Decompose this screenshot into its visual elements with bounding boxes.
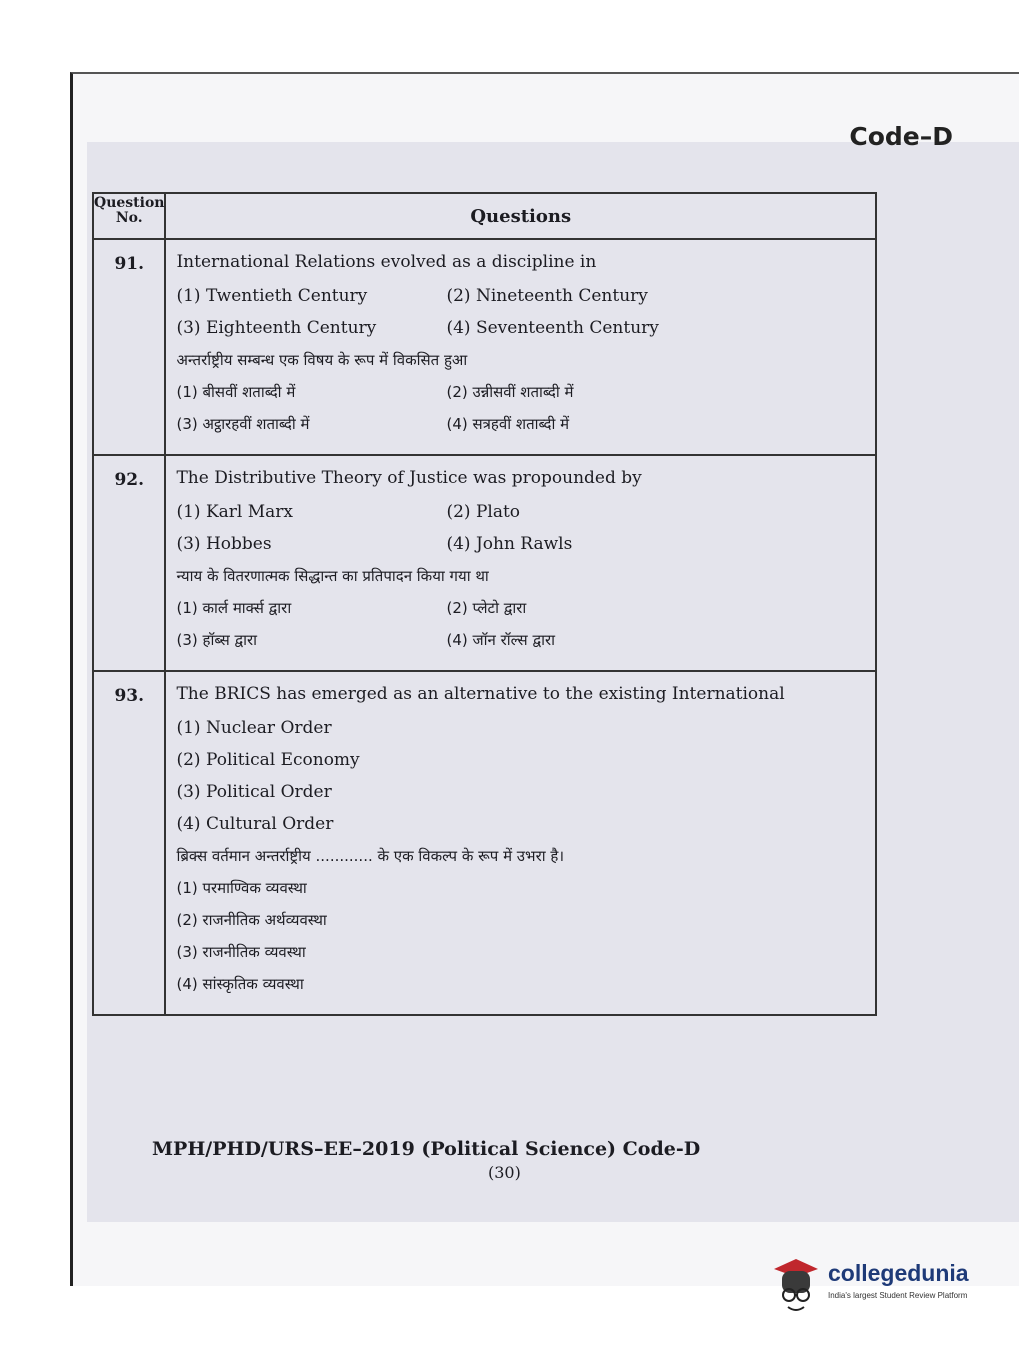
option-row [176, 534, 867, 554]
page-number: (30) [488, 1163, 521, 1182]
hindi-option: (3) राजनीतिक व्यवस्था [176, 943, 306, 961]
hindi-option: (3) अट्ठारहवीं शताब्दी में [176, 415, 310, 433]
hindi-option: (1) परमाण्विक व्यवस्था [176, 879, 307, 897]
hindi-stem: अन्तर्राष्ट्रीय सम्बन्ध एक विषय के रूप में विकसित हुआ [176, 351, 468, 369]
option: (3) Hobbes [176, 534, 272, 554]
collegedunia-logo [770, 1255, 1000, 1325]
option: (2) Plato [446, 502, 521, 522]
question-row [93, 455, 876, 671]
hindi-option: (3) हॉब्स द्वारा [176, 631, 258, 649]
hindi-option-row [176, 598, 867, 618]
hindi-option: (1) बीसवीं शताब्दी में [176, 383, 296, 401]
option-row [176, 286, 867, 306]
option-row [176, 502, 867, 522]
hindi-option: (4) सत्रहवीं शताब्दी में [446, 415, 570, 433]
question-stem: The Distributive Theory of Justice was propounded by [176, 468, 642, 488]
option: (4) John Rawls [446, 534, 573, 554]
question-number: 91. [93, 239, 165, 455]
question-number: 93. [93, 671, 165, 1015]
option: (3) Eighteenth Century [176, 318, 377, 338]
exam-footer: MPH/PHD/URS–EE–2019 (Political Science) Code-D [152, 1138, 701, 1160]
question-stem: The BRICS has emerged as an alternative to the existing International [176, 684, 785, 704]
option: (1) Twentieth Century [176, 286, 368, 306]
hindi-option: (4) सांस्कृतिक व्यवस्था [176, 975, 304, 993]
option: (4) Seventeenth Century [446, 318, 659, 338]
hindi-option-row [176, 382, 867, 402]
paper-code: Code–D [849, 122, 953, 151]
option: (2) Nineteenth Century [446, 286, 648, 306]
question-row [93, 239, 876, 455]
option: (1) Karl Marx [176, 502, 294, 522]
hindi-option: (2) राजनीतिक अर्थव्यवस्था [176, 911, 327, 929]
question-row [93, 671, 876, 1015]
option: (2) Political Economy [176, 750, 360, 770]
question-stem: International Relations evolved as a discipline in [176, 252, 597, 272]
hindi-option: (4) जॉन रॉल्स द्वारा [446, 631, 555, 649]
option: (3) Political Order [176, 782, 332, 802]
table-header-row [93, 193, 876, 239]
column-header-questions: Questions [165, 193, 876, 239]
questions-table [92, 192, 877, 1016]
hindi-option: (2) उन्नीसवीं शताब्दी में [446, 383, 574, 401]
graduate-mascot-icon [770, 1255, 822, 1315]
question-body [165, 239, 876, 455]
option-row [176, 318, 867, 338]
question-number: 92. [93, 455, 165, 671]
option: (1) Nuclear Order [176, 718, 332, 738]
brand-name: collegedunia [828, 1260, 969, 1286]
brand-tagline: India's largest Student Review Platform [828, 1291, 968, 1300]
question-body [165, 671, 876, 1015]
hindi-stem: ब्रिक्स वर्तमान अन्तर्राष्ट्रीय ............ के एक विकल्प के रूप में उभरा है। [176, 847, 565, 865]
hindi-option-row [176, 630, 867, 650]
hindi-option-row [176, 414, 867, 434]
question-body [165, 455, 876, 671]
hindi-option: (1) कार्ल मार्क्स द्वारा [176, 599, 292, 617]
column-header-question-no: Question No. [93, 193, 165, 239]
hindi-option: (2) प्लेटो द्वारा [446, 599, 527, 617]
hindi-stem: न्याय के वितरणात्मक सिद्धान्त का प्रतिपादन किया गया था [176, 567, 489, 585]
option: (4) Cultural Order [176, 814, 334, 834]
